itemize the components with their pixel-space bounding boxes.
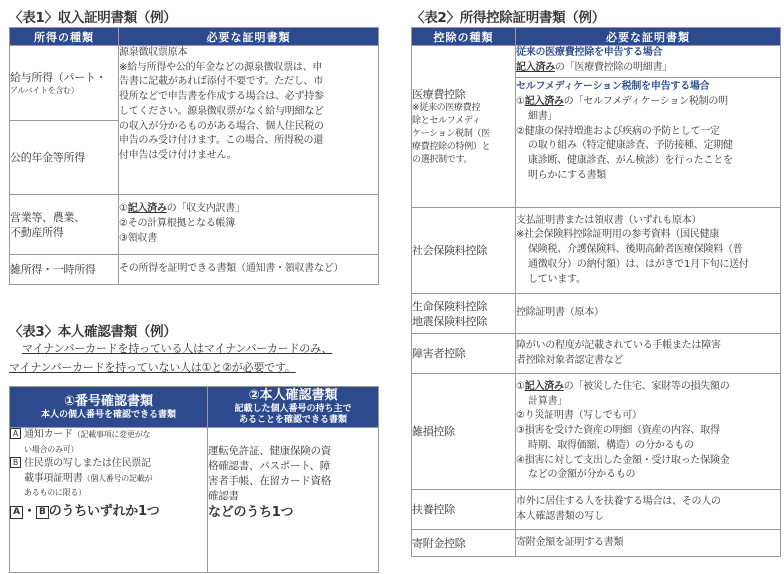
table1-header-category: 所得の種類 [10, 28, 119, 46]
doc-line: 時期、取得価額、構造）の分かるもの [528, 439, 694, 451]
category-cell [412, 294, 516, 334]
doc-text: の「セルフメディケーション税制の明 [563, 96, 728, 108]
documents-cell [516, 334, 781, 374]
lead-text: マイナンバーカードを持っている人はマイナンバーカードのみ、 [22, 342, 333, 355]
table3-lead-line1 [22, 340, 332, 358]
doc-note: あるものに限る） [24, 488, 86, 497]
filled-in-label: 記入済み [127, 203, 167, 215]
choose-one-text: のうちいずれか1つ [48, 503, 160, 519]
doc-line: ②その計算根拠となる帳簿 [119, 218, 235, 230]
lead-text: マイナンバーカードを持っていない人は①と②が必要です。 [9, 361, 296, 374]
doc-line: 付申告は受け付けません。 [119, 149, 237, 161]
table-row [412, 294, 781, 334]
doc-text: 通知カード [24, 429, 73, 440]
option-a-marker: A [10, 506, 23, 519]
documents-cell: その所得を証明できる書類（通知書・領収書など） [119, 255, 379, 285]
doc-text: の「医療費控除の明細書」 [555, 61, 672, 73]
doc-line: 支払証明書または領収書（いずれも原本） [516, 214, 702, 226]
choose-one-text: などのうち1つ [208, 505, 294, 520]
doc-note: （記載事項に変更がな [72, 430, 151, 439]
table2-header-documents: 必要な証明書類 [516, 28, 781, 46]
category-label: 扶養控除 [412, 490, 516, 530]
doc-line: 格確認書、パスポート、障 [208, 460, 331, 472]
doc-line: などの金額が分かるもの [528, 469, 636, 481]
doc-line: してください。源泉徴収票がなく給与明細など [119, 105, 324, 117]
table3-lead-line2 [9, 359, 296, 377]
doc-line: 告書に記載があれば添付不要です。ただし、市 [119, 76, 323, 88]
documents-cell [516, 490, 781, 530]
doc-note: い場合のみ可） [24, 444, 79, 454]
category-note: ケーション税制（医 [412, 128, 490, 139]
table-row [10, 195, 379, 255]
category-note: の選択制です。 [412, 154, 473, 165]
doc-line: 者控除対象者認定書など [516, 354, 624, 366]
category-label: 雑損控除 [412, 374, 516, 490]
table2-header-category: 控除の種類 [412, 28, 516, 46]
doc-line: 申告のみ受け付けます。この場合、所得税の還 [119, 135, 323, 147]
doc-line: 源泉徴収票原本 [119, 47, 188, 58]
category-label: 社会保険料控除 [412, 208, 516, 294]
documents-cell: 控除証明書（原本） [516, 294, 781, 334]
separator-dot: ・ [23, 503, 36, 519]
divider [516, 77, 781, 78]
table-row [412, 208, 781, 294]
case-heading: 従来の医療費控除を申告する場合 [516, 47, 663, 58]
doc-line: 害者手帳、在留カード資格 [208, 475, 331, 487]
income-proof-table [9, 27, 379, 285]
table1-header-documents: 必要な証明書類 [119, 28, 379, 46]
doc-line: 通徴収分）の納付額）は、はがきで1月下旬に送付 [528, 258, 749, 270]
category-cell [10, 46, 119, 121]
category-label: 雑所得・一時所得 [10, 255, 119, 285]
category-note: 除とセルフメディ [412, 115, 481, 126]
doc-line: 明らかにする書類 [528, 169, 606, 181]
identity-proof-title: ②本人確認書類 [248, 388, 338, 403]
doc-line: しています。 [528, 273, 586, 285]
category-label: 公的年金等所得 [10, 121, 119, 195]
doc-line: ※給与所得や公的年金などの源泉徴収票は、申 [119, 61, 323, 73]
doc-line: ④損害に対して支出した金額・受け取った保険金 [516, 454, 730, 466]
doc-line: 本人確認書類の写し [516, 510, 604, 522]
doc-note: （個人番号の記載が [82, 473, 153, 483]
documents-cell [119, 46, 379, 195]
doc-text: の「被災した住宅、家財等の損失額の [563, 381, 730, 393]
identity-proof-header [208, 387, 379, 428]
category-cell [10, 195, 119, 255]
doc-line: ※社会保険料控除証明用の参考資料（国民健康 [516, 229, 720, 241]
documents-cell [119, 195, 379, 255]
doc-text: 住民票の写しまたは住民票記 [24, 458, 151, 469]
documents-cell [516, 374, 781, 490]
filled-in-label: 記入済み [516, 61, 555, 73]
table-row [10, 428, 379, 573]
identity-proof-cell [208, 428, 379, 573]
category-label: 寄附金控除 [412, 530, 516, 557]
doc-text: の「収支内訳書」 [166, 203, 245, 215]
category-note: 療費控除の特例）と [412, 141, 491, 152]
table-row [412, 334, 781, 374]
filled-in-label: 記入済み [524, 96, 564, 108]
identity-proof-subtitle: 記載した個人番号の持ち主で [234, 404, 352, 414]
item-number: ① [516, 381, 525, 393]
doc-line: ③損害を受けた資産の明細（資産の内容、取得 [516, 425, 720, 437]
doc-line: ②り災証明書（写しでも可） [516, 410, 642, 422]
option-b-marker: B [36, 506, 49, 519]
doc-line: の取り組み（特定健康診査、予防接種、定期健 [528, 140, 733, 152]
category-sublabel: アルバイトを含む） [10, 85, 79, 95]
item-number: ① [516, 96, 525, 108]
category-label: 生命保険料控除 [412, 299, 487, 313]
table-row [10, 46, 379, 121]
table1-title: 〈表1〉収入証明書類（例） [9, 10, 177, 26]
identity-proof-table [9, 386, 379, 573]
table-row [412, 490, 781, 530]
category-label: 障害者控除 [412, 334, 516, 374]
doc-line: 市外に居住する人を扶養する場合は、その人の [516, 495, 721, 507]
number-proof-cell [10, 428, 208, 573]
deduction-proof-table [411, 27, 781, 557]
identity-proof-subtitle: あることを確認できる書類 [238, 415, 347, 425]
category-label: 営業等、農業、 [10, 210, 85, 224]
doc-line: の収入が分かるものがある場合、個人住民税の [119, 120, 324, 132]
doc-line: ③領収書 [119, 232, 157, 244]
doc-text: 載事項証明書 [24, 472, 83, 484]
filled-in-label: 記入済み [524, 381, 564, 393]
table-row [412, 530, 781, 557]
doc-line: 細書」 [528, 110, 558, 122]
table-row [412, 46, 781, 208]
table-row [10, 255, 379, 285]
documents-cell: 寄附金額を証明する書類 [516, 530, 781, 557]
doc-line: 保険税、介護保険料、後期高齢者医療保険料（普 [528, 244, 743, 256]
doc-line: 確認書 [208, 490, 239, 502]
category-cell [412, 46, 516, 208]
item-number: ① [119, 203, 128, 215]
case-heading: セルフメディケーション税制を申告する場合 [516, 81, 710, 93]
category-label: 医療費控除 [412, 87, 466, 101]
number-proof-header [10, 387, 208, 428]
number-proof-title: ①番号確認書類 [63, 393, 153, 409]
option-b-marker: B [10, 457, 21, 468]
table3-title: 〈表3〉本人確認書類（例） [9, 324, 177, 340]
category-label: 給与所得（パート・ [10, 70, 107, 84]
doc-line: 障がいの程度が記載されている手帳または障害 [516, 339, 721, 351]
documents-cell [516, 46, 781, 208]
category-note: ※従来の医療費控 [412, 102, 481, 113]
table-row [412, 374, 781, 490]
option-a-marker: A [10, 428, 21, 439]
documents-cell [516, 208, 781, 294]
category-label: 地震保険料控除 [412, 314, 487, 328]
doc-line: 康診断、健康診査、がん検診）を行ったことを [528, 154, 733, 166]
doc-line: ②健康の保持増進および疾病の予防として一定 [516, 125, 720, 137]
doc-line: 計算書」 [528, 395, 567, 407]
doc-line: 役所などで申告書を作成する場合は、必ず持参 [119, 91, 324, 103]
category-label: 不動産所得 [10, 225, 64, 239]
number-proof-subtitle: 本人の個人番号を確認できる書類 [40, 409, 176, 420]
table2-title: 〈表2〉所得控除証明書類（例） [411, 10, 605, 26]
doc-line: 運転免許証、健康保険の資 [208, 445, 331, 457]
